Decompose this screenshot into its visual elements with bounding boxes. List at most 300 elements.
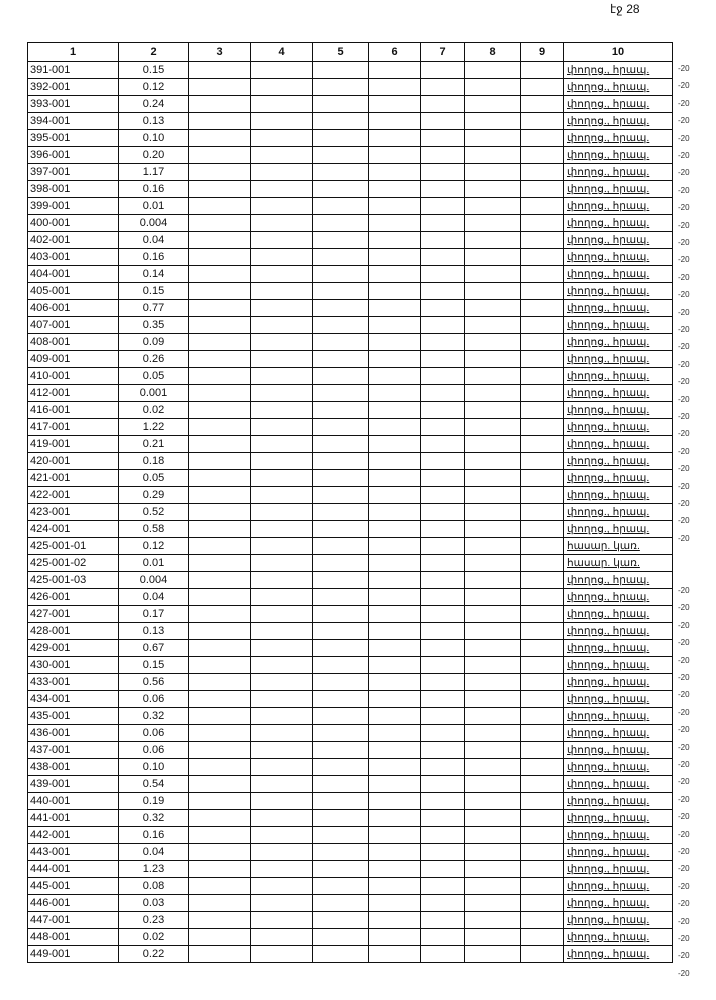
parcel-code: 438-001 xyxy=(28,759,119,776)
margin-mark: -20 xyxy=(678,133,690,143)
table-row xyxy=(28,691,673,708)
empty-cell xyxy=(369,708,421,725)
land-use-note: փողոց., հրապ. xyxy=(564,759,673,776)
empty-cell xyxy=(369,742,421,759)
column-header-8: 8 xyxy=(465,43,521,62)
area-value: 0.13 xyxy=(119,623,189,640)
empty-cell xyxy=(421,113,465,130)
empty-cell xyxy=(421,589,465,606)
land-use-note: փողոց., հրապ. xyxy=(564,283,673,300)
land-use-note: փողոց., հրապ. xyxy=(564,62,673,79)
empty-cell xyxy=(313,147,369,164)
empty-cell xyxy=(313,521,369,538)
empty-cell xyxy=(521,657,564,674)
empty-cell xyxy=(521,130,564,147)
empty-cell xyxy=(189,946,251,963)
empty-cell xyxy=(465,674,521,691)
area-value: 0.01 xyxy=(119,198,189,215)
column-header-7: 7 xyxy=(421,43,465,62)
empty-cell xyxy=(465,487,521,504)
empty-cell xyxy=(189,419,251,436)
empty-cell xyxy=(521,419,564,436)
empty-cell xyxy=(313,368,369,385)
land-use-note: փողոց., հրապ. xyxy=(564,232,673,249)
empty-cell xyxy=(251,79,313,96)
area-value: 0.17 xyxy=(119,606,189,623)
empty-cell xyxy=(465,827,521,844)
empty-cell xyxy=(369,215,421,232)
land-use-note: փողոց., հրապ. xyxy=(564,181,673,198)
area-value: 0.05 xyxy=(119,368,189,385)
empty-cell xyxy=(369,674,421,691)
land-use-note: փողոց., հրապ. xyxy=(564,198,673,215)
area-value: 0.19 xyxy=(119,793,189,810)
empty-cell xyxy=(313,623,369,640)
empty-cell xyxy=(251,538,313,555)
margin-mark: -20 xyxy=(678,916,690,926)
empty-cell xyxy=(251,555,313,572)
empty-cell xyxy=(465,300,521,317)
table-row xyxy=(28,470,673,487)
empty-cell xyxy=(189,164,251,181)
empty-cell xyxy=(421,130,465,147)
empty-cell xyxy=(465,572,521,589)
margin-mark: -20 xyxy=(678,499,690,508)
empty-cell xyxy=(521,623,564,640)
land-use-note: փողոց., հրապ. xyxy=(564,572,673,589)
empty-cell xyxy=(521,368,564,385)
margin-mark: -20 xyxy=(678,934,690,943)
area-value: 0.06 xyxy=(119,691,189,708)
area-value: 0.23 xyxy=(119,912,189,929)
area-value: 0.77 xyxy=(119,300,189,317)
empty-cell xyxy=(521,317,564,334)
area-value: 0.35 xyxy=(119,317,189,334)
area-value: 0.56 xyxy=(119,674,189,691)
table-row xyxy=(28,708,673,725)
empty-cell xyxy=(421,164,465,181)
empty-cell xyxy=(189,300,251,317)
empty-cell xyxy=(421,691,465,708)
table-row xyxy=(28,504,673,521)
empty-cell xyxy=(189,776,251,793)
empty-cell xyxy=(369,283,421,300)
area-value: 0.004 xyxy=(119,572,189,589)
empty-cell xyxy=(465,623,521,640)
empty-cell xyxy=(369,181,421,198)
table-row xyxy=(28,96,673,113)
table-row xyxy=(28,317,673,334)
empty-cell xyxy=(369,589,421,606)
empty-cell xyxy=(251,283,313,300)
empty-cell xyxy=(521,725,564,742)
empty-cell xyxy=(369,810,421,827)
empty-cell xyxy=(313,436,369,453)
empty-cell xyxy=(465,334,521,351)
area-value: 0.16 xyxy=(119,249,189,266)
parcel-code: 437-001 xyxy=(28,742,119,759)
empty-cell xyxy=(421,929,465,946)
empty-cell xyxy=(251,725,313,742)
land-use-note: փողոց., հրապ. xyxy=(564,708,673,725)
empty-cell xyxy=(465,776,521,793)
empty-cell xyxy=(251,470,313,487)
empty-cell xyxy=(189,504,251,521)
margin-mark: -20 xyxy=(678,307,690,317)
land-use-note: փողոց., հրապ. xyxy=(564,725,673,742)
land-use-note: փողոց., հրապ. xyxy=(564,521,673,538)
empty-cell xyxy=(421,504,465,521)
area-value: 0.21 xyxy=(119,436,189,453)
empty-cell xyxy=(521,929,564,946)
empty-cell xyxy=(465,742,521,759)
margin-mark: -20 xyxy=(678,655,690,665)
empty-cell xyxy=(421,215,465,232)
empty-cell xyxy=(251,419,313,436)
parcel-code: 412-001 xyxy=(28,385,119,402)
area-value: 0.24 xyxy=(119,96,189,113)
empty-cell xyxy=(465,419,521,436)
empty-cell xyxy=(189,147,251,164)
empty-cell xyxy=(521,895,564,912)
empty-cell xyxy=(421,878,465,895)
table-row xyxy=(28,487,673,504)
empty-cell xyxy=(421,385,465,402)
empty-cell xyxy=(465,317,521,334)
empty-cell xyxy=(521,249,564,266)
empty-cell xyxy=(465,504,521,521)
table-row xyxy=(28,334,673,351)
table-row xyxy=(28,725,673,742)
land-use-note: փողոց., հրապ. xyxy=(564,878,673,895)
land-use-note: փողոց., հրապ. xyxy=(564,419,673,436)
empty-cell xyxy=(421,742,465,759)
land-use-note: հասար. կառ. xyxy=(564,538,673,555)
table-row xyxy=(28,929,673,946)
table-row xyxy=(28,198,673,215)
land-use-note: փողոց., հրապ. xyxy=(564,113,673,130)
empty-cell xyxy=(421,266,465,283)
parcel-code: 391-001 xyxy=(28,62,119,79)
column-header-5: 5 xyxy=(313,43,369,62)
empty-cell xyxy=(189,878,251,895)
empty-cell xyxy=(189,538,251,555)
empty-cell xyxy=(465,640,521,657)
empty-cell xyxy=(521,300,564,317)
empty-cell xyxy=(521,198,564,215)
empty-cell xyxy=(465,725,521,742)
empty-cell xyxy=(251,742,313,759)
empty-cell xyxy=(369,555,421,572)
parcel-code: 441-001 xyxy=(28,810,119,827)
empty-cell xyxy=(251,776,313,793)
empty-cell xyxy=(251,181,313,198)
empty-cell xyxy=(521,453,564,470)
empty-cell xyxy=(465,181,521,198)
empty-cell xyxy=(421,351,465,368)
column-header-2: 2 xyxy=(119,43,189,62)
empty-cell xyxy=(521,113,564,130)
empty-cell xyxy=(369,572,421,589)
empty-cell xyxy=(313,402,369,419)
margin-mark: -20 xyxy=(678,829,690,839)
empty-cell xyxy=(313,113,369,130)
empty-cell xyxy=(421,283,465,300)
empty-cell xyxy=(251,861,313,878)
empty-cell xyxy=(251,96,313,113)
margin-mark: -20 xyxy=(678,812,690,822)
land-use-note: փողոց., հրապ. xyxy=(564,929,673,946)
empty-cell xyxy=(421,555,465,572)
empty-cell xyxy=(369,164,421,181)
empty-cell xyxy=(313,929,369,946)
land-use-note: փողոց., հրապ. xyxy=(564,147,673,164)
empty-cell xyxy=(251,912,313,929)
area-value: 1.22 xyxy=(119,419,189,436)
empty-cell xyxy=(189,742,251,759)
area-value: 0.15 xyxy=(119,62,189,79)
margin-mark: -20 xyxy=(678,586,690,595)
land-use-note: փողոց., հրապ. xyxy=(564,300,673,317)
margin-mark: -20 xyxy=(678,847,690,856)
empty-cell xyxy=(421,436,465,453)
margin-mark: -20 xyxy=(678,342,690,352)
margin-mark: -20 xyxy=(678,325,690,334)
empty-cell xyxy=(369,606,421,623)
parcel-code: 399-001 xyxy=(28,198,119,215)
empty-cell xyxy=(421,810,465,827)
empty-cell xyxy=(369,266,421,283)
empty-cell xyxy=(369,827,421,844)
parcel-code: 395-001 xyxy=(28,130,119,147)
land-use-note: փողոց., հրապ. xyxy=(564,895,673,912)
empty-cell xyxy=(521,181,564,198)
area-value: 0.10 xyxy=(119,759,189,776)
empty-cell xyxy=(465,283,521,300)
margin-mark: -20 xyxy=(678,290,690,300)
margin-mark: -20 xyxy=(678,394,690,404)
land-use-note: փողոց., հրապ. xyxy=(564,861,673,878)
area-value: 0.02 xyxy=(119,402,189,419)
empty-cell xyxy=(521,759,564,776)
empty-cell xyxy=(421,861,465,878)
parcel-code: 416-001 xyxy=(28,402,119,419)
header-row xyxy=(28,43,673,62)
empty-cell xyxy=(369,368,421,385)
parcel-code: 448-001 xyxy=(28,929,119,946)
empty-cell xyxy=(521,742,564,759)
empty-cell xyxy=(369,198,421,215)
land-use-note: փողոց., հրապ. xyxy=(564,606,673,623)
empty-cell xyxy=(521,351,564,368)
margin-mark: -20 xyxy=(678,881,690,891)
margin-mark: -20 xyxy=(678,81,690,91)
parcel-code: 425-001-03 xyxy=(28,572,119,589)
empty-cell xyxy=(521,96,564,113)
land-use-note: փողոց., հրապ. xyxy=(564,164,673,181)
empty-cell xyxy=(189,453,251,470)
empty-cell xyxy=(251,589,313,606)
parcel-code: 420-001 xyxy=(28,453,119,470)
table-row xyxy=(28,640,673,657)
empty-cell xyxy=(251,759,313,776)
land-use-note: փողոց., հրապ. xyxy=(564,691,673,708)
empty-cell xyxy=(369,351,421,368)
empty-cell xyxy=(369,895,421,912)
empty-cell xyxy=(251,62,313,79)
empty-cell xyxy=(465,164,521,181)
table-row xyxy=(28,62,673,79)
parcel-code: 449-001 xyxy=(28,946,119,963)
empty-cell xyxy=(251,164,313,181)
empty-cell xyxy=(189,623,251,640)
table-row xyxy=(28,827,673,844)
empty-cell xyxy=(521,606,564,623)
empty-cell xyxy=(313,657,369,674)
empty-cell xyxy=(369,79,421,96)
empty-cell xyxy=(189,232,251,249)
land-use-note: փողոց., հրապ. xyxy=(564,317,673,334)
empty-cell xyxy=(189,572,251,589)
land-use-note: փողոց., հրապ. xyxy=(564,453,673,470)
empty-cell xyxy=(313,181,369,198)
parcel-code: 424-001 xyxy=(28,521,119,538)
land-use-note: փողոց., հրապ. xyxy=(564,589,673,606)
empty-cell xyxy=(189,895,251,912)
table-row xyxy=(28,402,673,419)
margin-mark: -20 xyxy=(678,446,690,456)
empty-cell xyxy=(251,640,313,657)
table-row xyxy=(28,776,673,793)
table-row xyxy=(28,538,673,555)
empty-cell xyxy=(421,62,465,79)
land-use-note: փողոց., հրապ. xyxy=(564,776,673,793)
parcel-code: 403-001 xyxy=(28,249,119,266)
table-row xyxy=(28,385,673,402)
parcel-code: 408-001 xyxy=(28,334,119,351)
empty-cell xyxy=(521,266,564,283)
area-value: 0.004 xyxy=(119,215,189,232)
area-value: 0.16 xyxy=(119,181,189,198)
empty-cell xyxy=(313,62,369,79)
table-row xyxy=(28,861,673,878)
empty-cell xyxy=(369,334,421,351)
empty-cell xyxy=(189,912,251,929)
empty-cell xyxy=(189,691,251,708)
margin-mark: -20 xyxy=(678,116,690,126)
empty-cell xyxy=(251,198,313,215)
empty-cell xyxy=(189,674,251,691)
table-row xyxy=(28,181,673,198)
empty-cell xyxy=(521,708,564,725)
empty-cell xyxy=(189,436,251,453)
empty-cell xyxy=(421,300,465,317)
empty-cell xyxy=(421,249,465,266)
empty-cell xyxy=(313,742,369,759)
empty-cell xyxy=(313,810,369,827)
empty-cell xyxy=(465,96,521,113)
empty-cell xyxy=(421,181,465,198)
land-use-note: փողոց., հրապ. xyxy=(564,946,673,963)
empty-cell xyxy=(369,130,421,147)
empty-cell xyxy=(313,266,369,283)
empty-cell xyxy=(251,300,313,317)
table-row xyxy=(28,742,673,759)
empty-cell xyxy=(421,606,465,623)
empty-cell xyxy=(465,521,521,538)
empty-cell xyxy=(251,232,313,249)
empty-cell xyxy=(251,572,313,589)
land-use-note: փողոց., հրապ. xyxy=(564,96,673,113)
column-header-4: 4 xyxy=(251,43,313,62)
empty-cell xyxy=(189,130,251,147)
table-row xyxy=(28,300,673,317)
empty-cell xyxy=(189,385,251,402)
table-row xyxy=(28,521,673,538)
empty-cell xyxy=(521,572,564,589)
empty-cell xyxy=(189,215,251,232)
empty-cell xyxy=(521,470,564,487)
area-value: 0.54 xyxy=(119,776,189,793)
margin-mark: -20 xyxy=(678,760,690,769)
area-value: 0.05 xyxy=(119,470,189,487)
empty-cell xyxy=(189,368,251,385)
margin-mark: -20 xyxy=(678,151,690,160)
empty-cell xyxy=(465,232,521,249)
table-row xyxy=(28,895,673,912)
table-row xyxy=(28,419,673,436)
empty-cell xyxy=(189,640,251,657)
table-row xyxy=(28,79,673,96)
empty-cell xyxy=(251,385,313,402)
land-use-note: փողոց., հրապ. xyxy=(564,249,673,266)
empty-cell xyxy=(521,402,564,419)
empty-cell xyxy=(251,691,313,708)
empty-cell xyxy=(369,793,421,810)
empty-cell xyxy=(369,759,421,776)
area-value: 0.15 xyxy=(119,283,189,300)
empty-cell xyxy=(465,147,521,164)
area-value: 0.001 xyxy=(119,385,189,402)
table-row xyxy=(28,453,673,470)
empty-cell xyxy=(521,79,564,96)
table-row xyxy=(28,147,673,164)
parcel-code: 427-001 xyxy=(28,606,119,623)
empty-cell xyxy=(251,334,313,351)
page-number: էջ 28 xyxy=(610,2,640,16)
empty-cell xyxy=(313,385,369,402)
column-header-10: 10 xyxy=(564,43,673,62)
empty-cell xyxy=(421,487,465,504)
empty-cell xyxy=(521,640,564,657)
empty-cell xyxy=(313,725,369,742)
empty-cell xyxy=(189,606,251,623)
margin-mark: -20 xyxy=(678,464,690,474)
empty-cell xyxy=(313,470,369,487)
empty-cell xyxy=(251,487,313,504)
empty-cell xyxy=(369,62,421,79)
empty-cell xyxy=(313,79,369,96)
land-use-note: փողոց., հրապ. xyxy=(564,793,673,810)
empty-cell xyxy=(421,640,465,657)
empty-cell xyxy=(313,674,369,691)
empty-cell xyxy=(313,691,369,708)
empty-cell xyxy=(313,946,369,963)
empty-cell xyxy=(251,878,313,895)
empty-cell xyxy=(421,844,465,861)
empty-cell xyxy=(465,759,521,776)
empty-cell xyxy=(251,606,313,623)
